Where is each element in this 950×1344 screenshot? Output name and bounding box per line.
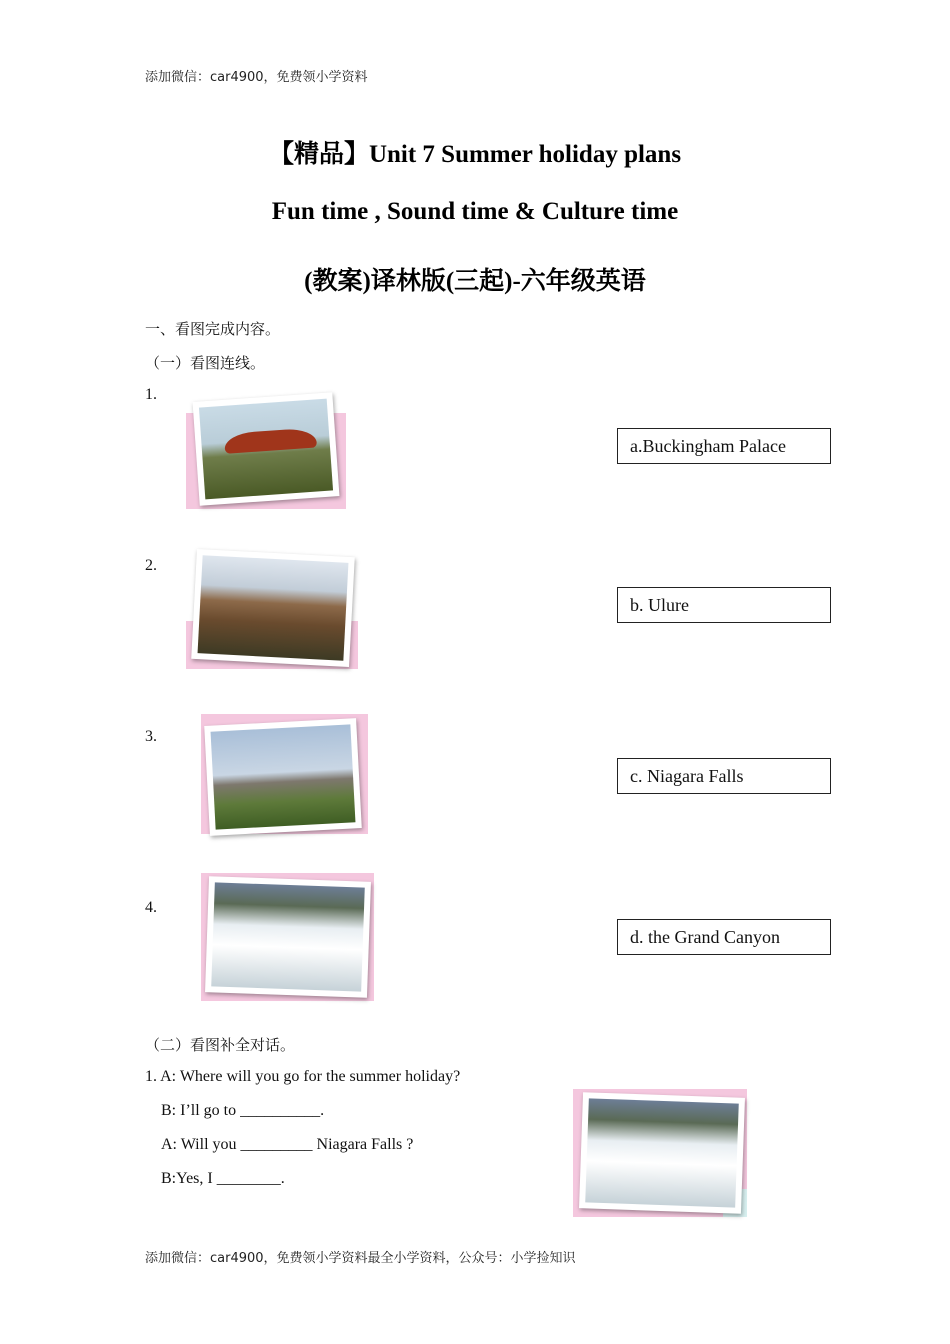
title-line-1: 【精品】Unit 7 Summer holiday plans [268, 141, 682, 168]
item-number-3: 3. [145, 728, 157, 745]
item-number-2: 2. [145, 557, 157, 574]
dialog-line-4: B:Yes, I ________. [161, 1170, 285, 1187]
option-a: a.Buckingham Palace [617, 428, 831, 464]
item-number-4: 4. [145, 899, 157, 916]
footer-note: 添加微信：car4900，免费领小学资料最全小学资料，公众号：小学捡知识 [145, 1251, 576, 1266]
title-line-3: (教案)译林版(三起)-六年级英语 [304, 268, 646, 295]
subsection-matching: （一）看图连线。 [145, 354, 266, 372]
option-d: d. the Grand Canyon [617, 919, 831, 955]
dialog-line-3: A: Will you _________ Niagara Falls ? [161, 1136, 414, 1153]
dialog-line-2: B: I’ll go to __________. [161, 1102, 325, 1119]
niagara-falls-photo [201, 873, 375, 1001]
grand-canyon-photo [186, 551, 360, 669]
subsection-dialog: （二）看图补全对话。 [145, 1036, 296, 1054]
option-b: b. Ulure [617, 587, 831, 623]
item-number-1: 1. [145, 386, 157, 403]
option-c: c. Niagara Falls [617, 758, 831, 794]
niagara-falls-dialog-photo [573, 1089, 748, 1219]
buckingham-palace-photo [201, 714, 369, 834]
title-line-2: Fun time , Sound time & Culture time [271, 198, 679, 225]
header-note: 添加微信：car4900，免费领小学资料 [145, 70, 368, 85]
section-heading: 一、看图完成内容。 [145, 320, 281, 338]
dialog-line-1: 1. A: Where will you go for the summer holiday? [145, 1068, 461, 1085]
uluru-photo [186, 393, 348, 511]
